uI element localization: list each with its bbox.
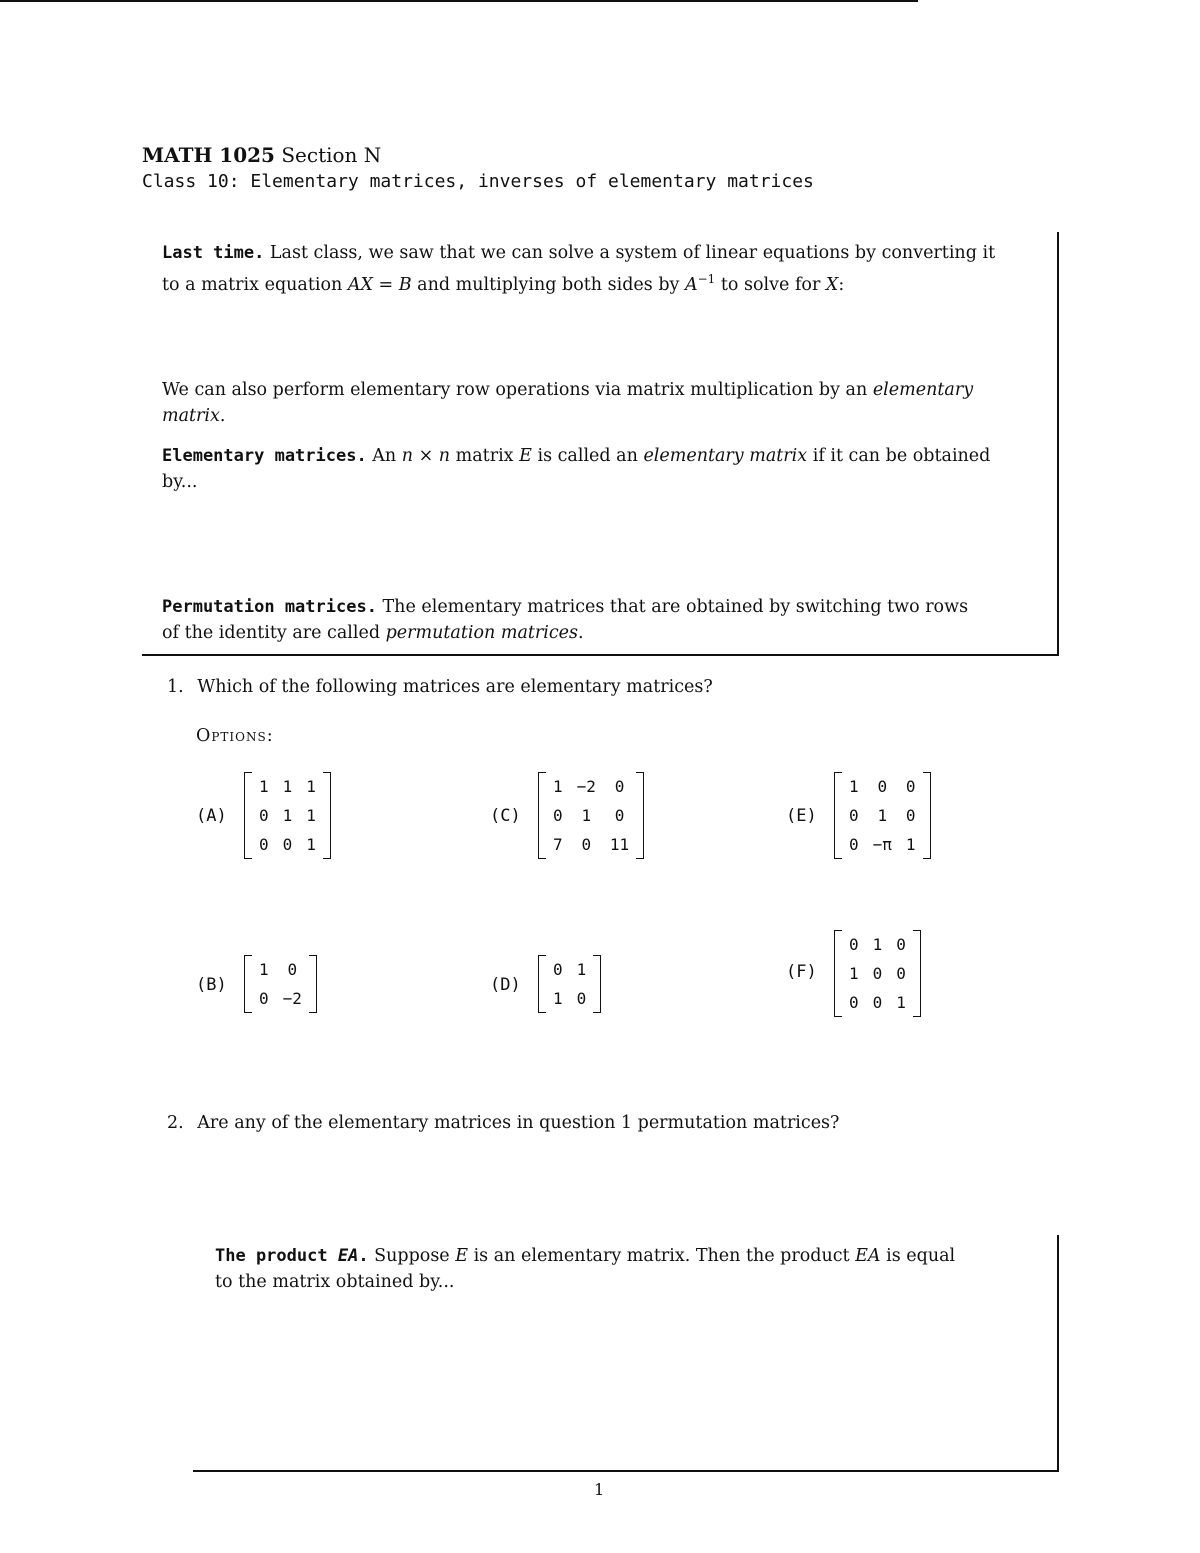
permutation-text1: The elementary matrices that are obtained by switching two rows: [376, 597, 969, 617]
elementary-line2: by...: [162, 472, 198, 492]
elementary-E: E: [519, 446, 532, 466]
elementary-paragraph: [162, 443, 1042, 495]
matrix-cell: 0: [576, 989, 587, 1008]
matrix-cell: 0: [849, 993, 859, 1012]
question-2: [167, 1113, 839, 1133]
matrix-cell: 0: [872, 993, 883, 1012]
elementary-nxn: n × n: [401, 446, 451, 466]
matrix-b: [244, 955, 317, 1013]
elementary-text3: is called an: [531, 446, 644, 466]
matrix-cell: −π: [872, 835, 892, 854]
last-time-line2-b: and multiplying both sides by: [411, 274, 685, 295]
matrix-cell: 1: [282, 806, 293, 825]
options-label: Options:: [196, 726, 274, 746]
matrix-cell: −2: [282, 989, 302, 1008]
matrix-cell: 0: [896, 964, 906, 983]
matrix-cell: 0: [905, 777, 916, 796]
matrix-cell: 0: [259, 989, 269, 1008]
matrix-cell: 1: [553, 989, 563, 1008]
matrix-cell: 11: [609, 835, 630, 854]
matrix-cell: 0: [849, 835, 859, 854]
matrix-cell: 0: [259, 806, 269, 825]
matrix-cell: 1: [306, 777, 316, 796]
product-E: E: [455, 1246, 469, 1266]
matrix-cell: 0: [259, 835, 269, 854]
matrix-a: [244, 772, 331, 859]
matrix-cell: 0: [553, 960, 563, 979]
product-paragraph: [215, 1243, 1045, 1295]
elementary-label: Elementary matrices.: [162, 446, 367, 466]
also-end: .: [219, 406, 226, 426]
page-number: 1: [594, 1480, 605, 1499]
matrix-cell: 1: [905, 835, 916, 854]
last-time-line1: Last class, we saw that we can solve a system of linear equations by converting it: [264, 243, 996, 263]
permutation-paragraph: [162, 594, 1042, 646]
matrix-cell: 1: [877, 806, 888, 825]
matrix-cell: 0: [896, 935, 906, 954]
last-time-paragraph: [162, 240, 1042, 298]
product-line2: to the matrix obtained by...: [215, 1272, 455, 1292]
option-f-label: (F): [786, 962, 817, 982]
box1-bottom-border: [142, 654, 1059, 656]
matrix-cell: 0: [849, 806, 859, 825]
inverse-base: A: [684, 274, 698, 295]
matrix-cell: 0: [905, 806, 916, 825]
also-em2: matrix: [162, 406, 220, 426]
option-d-label: (D): [490, 975, 521, 995]
matrix-cell: 1: [306, 806, 316, 825]
product-text2: is an elementary matrix. Then the product: [468, 1246, 856, 1266]
matrix-cell: 0: [614, 806, 625, 825]
product-text3: is equal: [880, 1246, 956, 1266]
matrix-cell: 0: [872, 964, 883, 983]
question-1: [167, 677, 713, 697]
matrix-f: [834, 930, 921, 1017]
elementary-text1: An: [366, 446, 402, 466]
option-e-label: (E): [786, 806, 817, 826]
permutation-label: Permutation matrices.: [162, 597, 377, 617]
matrix-cell: 7: [553, 835, 563, 854]
elementary-text2: matrix: [450, 446, 520, 466]
matrix-cell: −2: [576, 777, 596, 796]
matrix-cell: 1: [581, 806, 592, 825]
product-label-math: EA: [337, 1246, 359, 1266]
elementary-em: elementary matrix: [643, 446, 808, 466]
matrix-cell: 1: [553, 777, 563, 796]
matrix-cell: 0: [849, 935, 859, 954]
variable-x: X: [825, 274, 839, 295]
box1-right-border: [1057, 232, 1059, 656]
product-EA: EA: [855, 1246, 881, 1266]
matrix-cell: 1: [849, 777, 859, 796]
matrix-cell: 0: [877, 777, 888, 796]
matrix-d: [538, 955, 601, 1013]
permutation-end: .: [578, 623, 584, 643]
matrix-cell: 1: [259, 960, 269, 979]
matrix-cell: 1: [306, 835, 316, 854]
matrix-cell: 1: [576, 960, 587, 979]
question-2-text: Are any of the elementary matrices in question 1 permutation matrices?: [197, 1113, 840, 1133]
class-title: Class 10: Elementary matrices, inverses of elementary matrices: [142, 171, 814, 192]
question-1-number: 1.: [167, 677, 184, 697]
course-section: Section N: [274, 143, 382, 167]
matrix-cell: 0: [282, 835, 293, 854]
matrix-cell: 1: [849, 964, 859, 983]
also-text: We can also perform elementary row operations via matrix multiplication by an: [162, 380, 873, 400]
box2-right-border: [1057, 1235, 1059, 1472]
inverse-exponent: −1: [697, 272, 716, 286]
product-text1: Suppose: [368, 1246, 456, 1266]
permutation-text2: of the identity are called: [162, 623, 386, 643]
option-a-label: (A): [196, 806, 227, 826]
product-label-end: .: [358, 1246, 369, 1266]
matrix-cell: 0: [614, 777, 625, 796]
option-b-label: (B): [196, 975, 227, 995]
matrix-cell: 0: [287, 960, 298, 979]
option-c-label: (C): [490, 806, 521, 826]
matrix-cell: 1: [896, 993, 906, 1012]
matrix-cell: 1: [259, 777, 269, 796]
box2-bottom-border: [193, 1470, 1059, 1472]
header-divider: [0, 0, 918, 2]
product-label: The product: [215, 1246, 338, 1266]
last-time-label: Last time.: [162, 243, 265, 263]
matrix-cell: 0: [581, 835, 592, 854]
last-time-line2-c: to solve for: [715, 274, 826, 295]
question-2-number: 2.: [167, 1113, 184, 1133]
course-code: MATH 1025: [142, 143, 275, 167]
matrix-equation: AX = B: [347, 274, 412, 295]
elementary-text4: if it can be obtained: [807, 446, 991, 466]
matrix-e: [834, 772, 931, 859]
last-time-line2-d: :: [838, 274, 845, 295]
matrix-c: [538, 772, 644, 859]
permutation-em: permutation matrices: [385, 623, 579, 643]
also-em1: elementary: [872, 380, 974, 400]
also-paragraph: [162, 377, 1042, 429]
course-title: [142, 143, 381, 167]
last-time-line2-a: to a matrix equation: [162, 274, 348, 295]
matrix-cell: 0: [553, 806, 563, 825]
matrix-cell: 1: [282, 777, 293, 796]
matrix-cell: 1: [872, 935, 883, 954]
question-1-text: Which of the following matrices are elementary matrices?: [197, 677, 713, 697]
